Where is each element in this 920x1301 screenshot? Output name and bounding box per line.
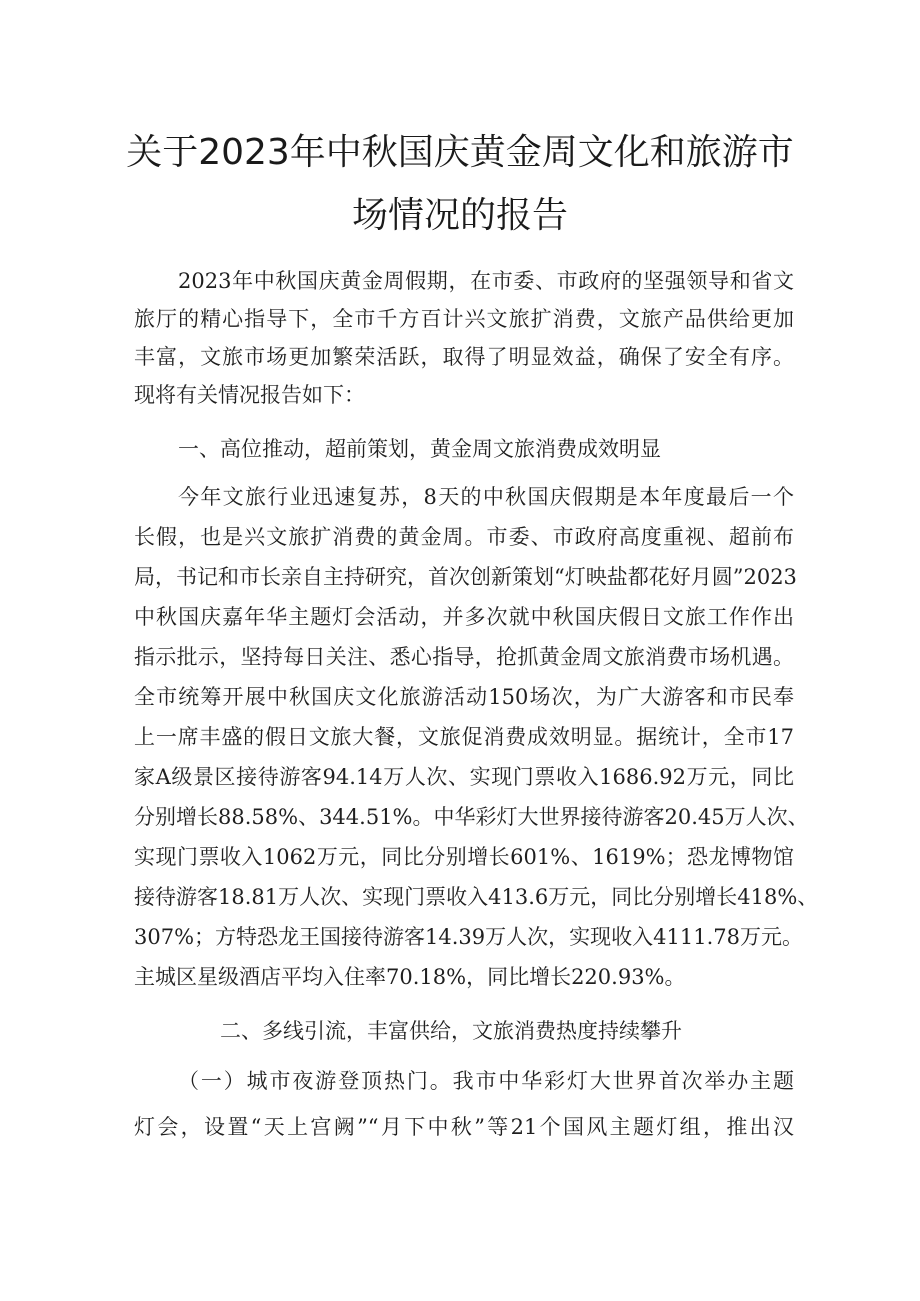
paragraph-line: 丰富，文旅市场更加繁荣活跃，取得了明显效益，确保了安全有序。: [134, 345, 794, 369]
document-title-line-2: 场情况的报告: [351, 195, 568, 236]
paragraph-line: 全市统筹开展中秋国庆文化旅游活动150场次，为广大游客和市民奉: [134, 685, 794, 709]
paragraph-line: 灯会，设置“天上宫阙”“月下中秋”等21个国风主题灯组，推出汉: [134, 1115, 794, 1139]
section-heading-2: 二、多线引流，丰富供给，文旅消费热度持续攀升: [220, 1019, 682, 1043]
paragraph-line: 指示批示，坚持每日关注、悉心指导，抢抓黄金周文旅消费市场机遇。: [134, 645, 794, 669]
paragraph-line: 分别增长88.58%、344.51%。中华彩灯大世界接待游客20.45万人次、: [134, 805, 809, 829]
paragraph-line: 实现门票收入1062万元，同比分别增长601%、1619%；恐龙博物馆: [134, 845, 794, 869]
paragraph-line: 307%；方特恐龙王国接待游客14.39万人次，实现收入4111.78万元。: [134, 925, 803, 949]
paragraph-line: 局，书记和市长亲自主持研究，首次创新策划“灯映盐都花好月圆”2023: [134, 565, 797, 589]
document-title-line-1: 关于2023年中秋国庆黄金周文化和旅游市: [126, 132, 794, 173]
paragraph-line: 今年文旅行业迅速复苏，8天的中秋国庆假期是本年度最后一个: [178, 485, 794, 509]
paragraph-line: 家A级景区接待游客94.14万人次、实现门票收入1686.92万元，同比: [134, 765, 794, 789]
paragraph-line: 接待游客18.81万人次、实现门票收入413.6万元，同比分别增长418%、: [134, 885, 819, 909]
paragraph-line: 旅厅的精心指导下，全市千方百计兴文旅扩消费，文旅产品供给更加: [134, 307, 794, 331]
paragraph-line: 上一席丰盛的假日文旅大餐，文旅促消费成效明显。据统计，全市17: [134, 725, 794, 749]
section-heading-1: 一、高位推动，超前策划，黄金周文旅消费成效明显: [178, 437, 661, 461]
paragraph-line: 主城区星级酒店平均入住率70.18%，同比增长220.93%。: [134, 965, 686, 989]
paragraph-line: 现将有关情况报告如下：: [134, 383, 365, 407]
paragraph-line: 2023年中秋国庆黄金周假期，在市委、市政府的坚强领导和省文: [178, 269, 794, 293]
paragraph-line: 中秋国庆嘉年华主题灯会活动，并多次就中秋国庆假日文旅工作作出: [134, 605, 794, 629]
paragraph-line: （一）城市夜游登顶热门。我市中华彩灯大世界首次举办主题: [178, 1069, 794, 1093]
paragraph-line: 长假，也是兴文旅扩消费的黄金周。市委、市政府高度重视、超前布: [134, 525, 794, 549]
